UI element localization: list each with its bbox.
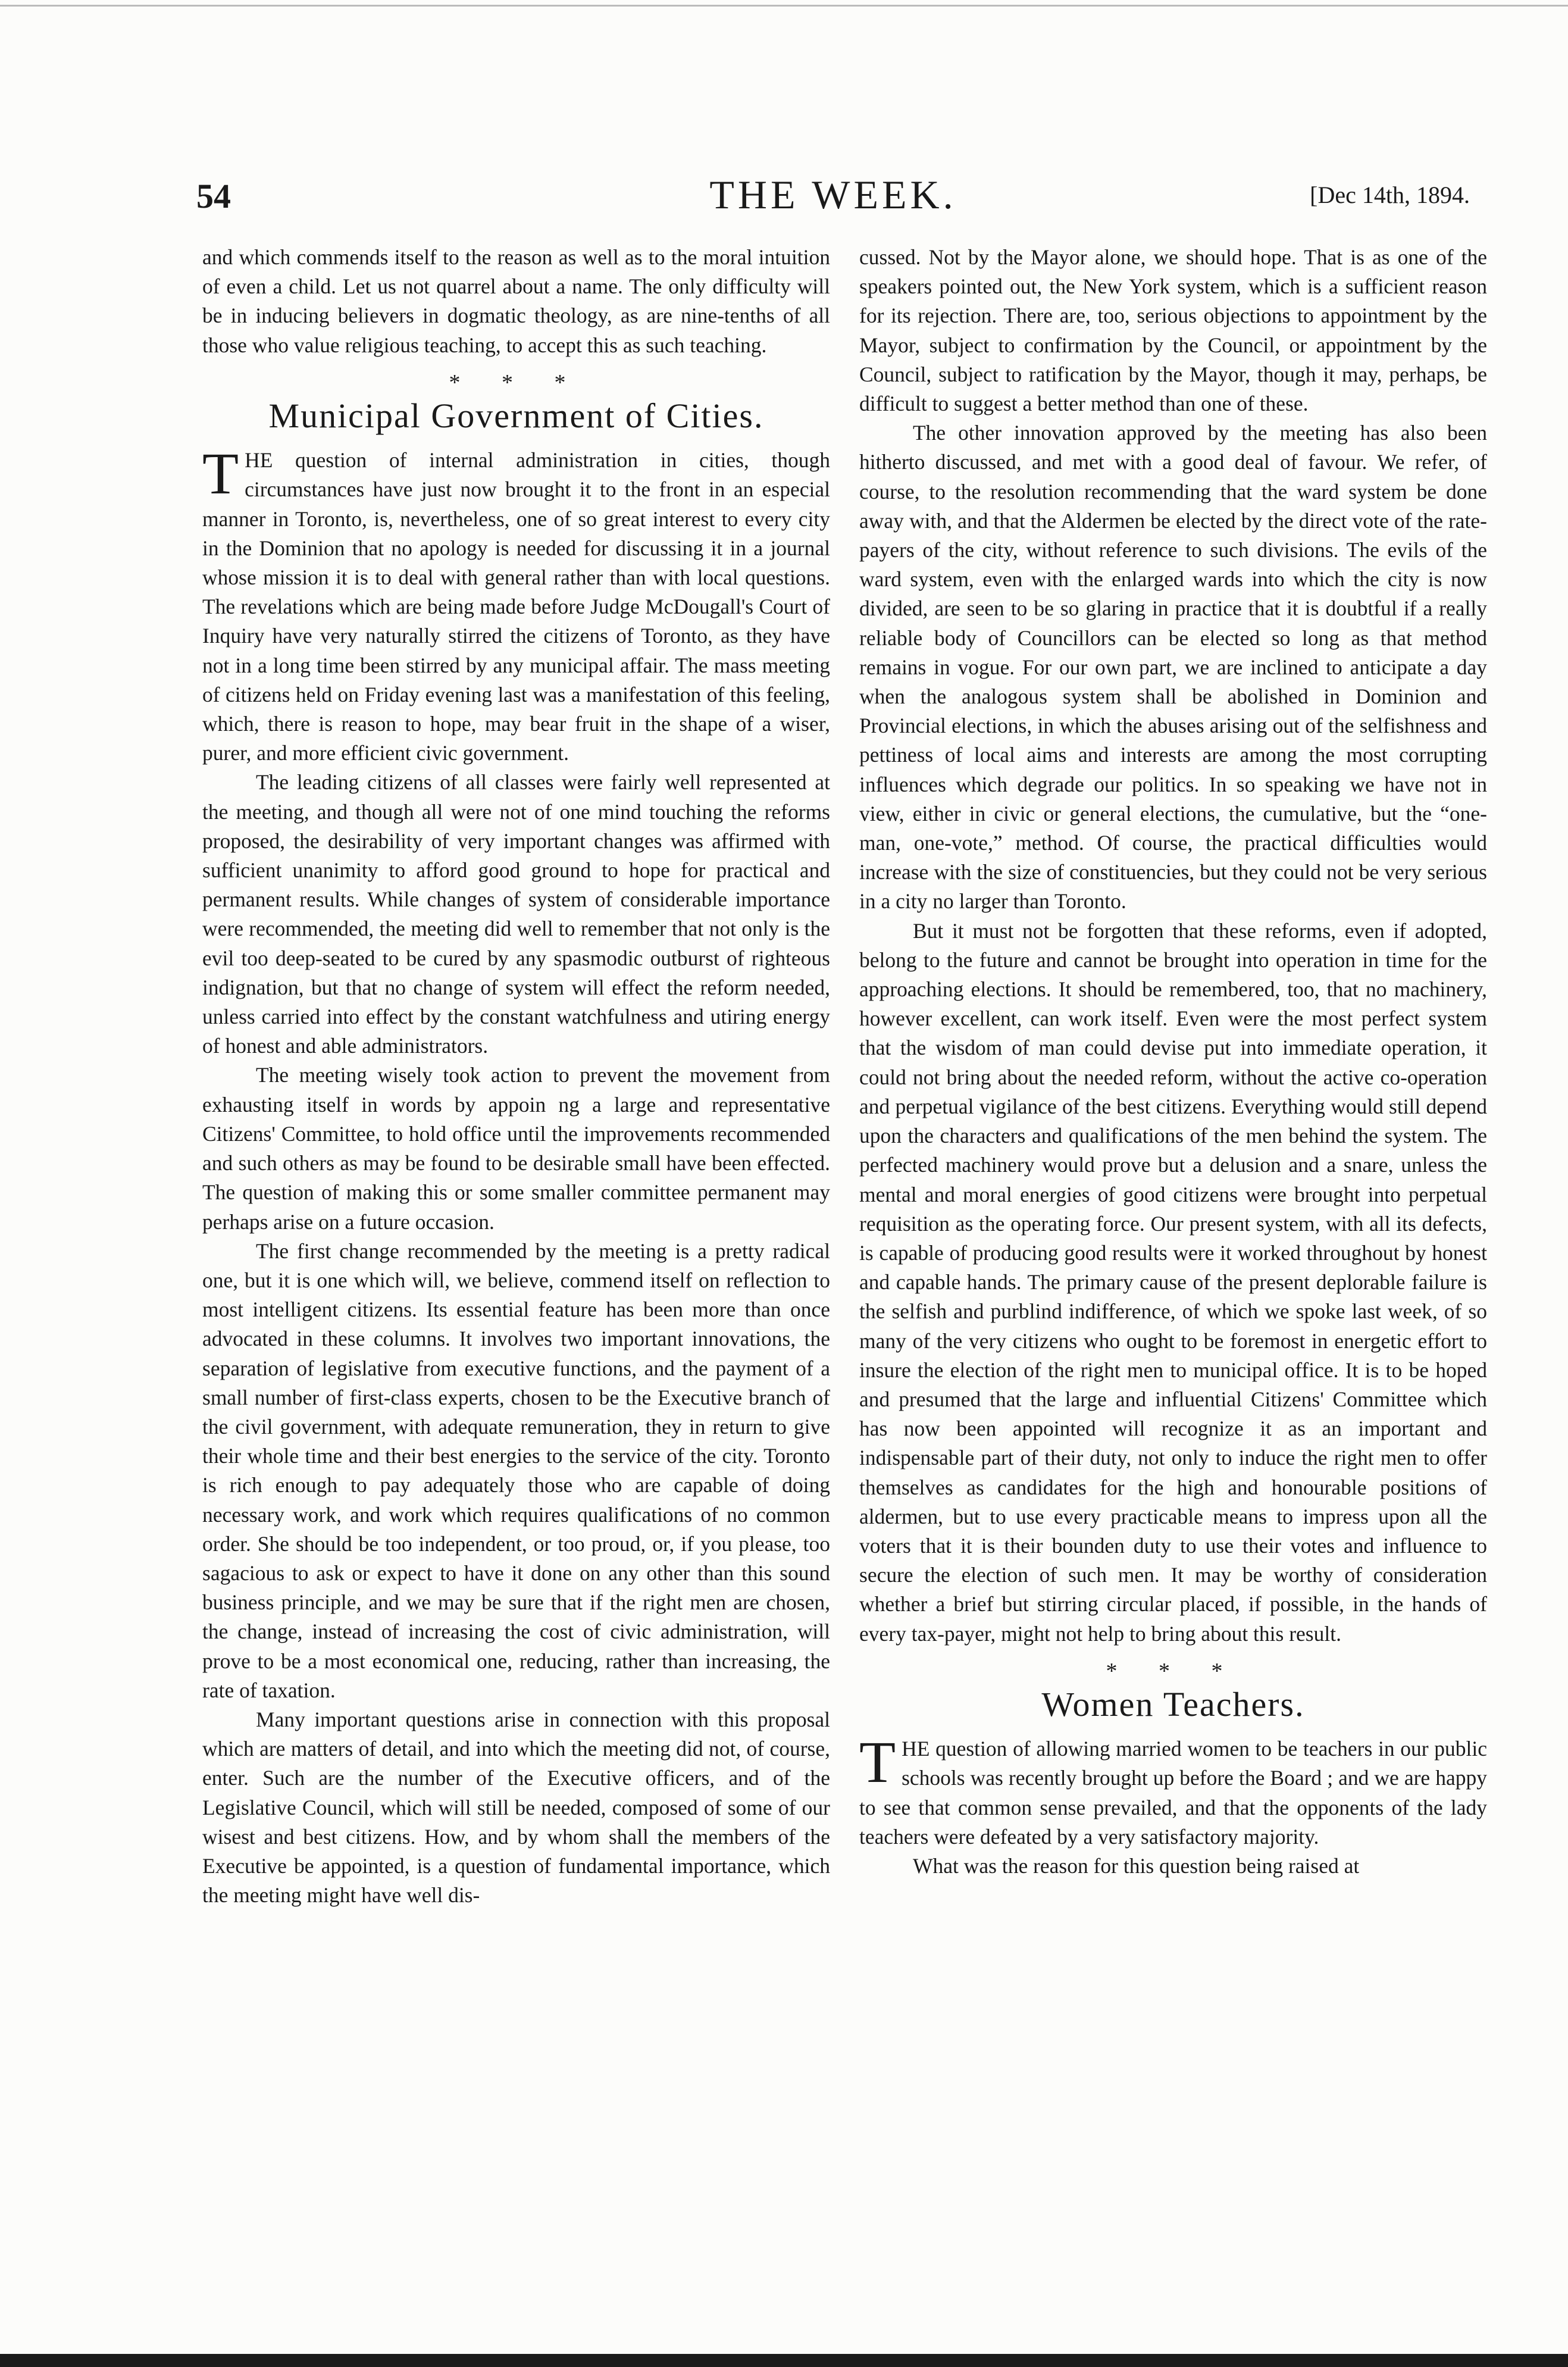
paragraph: The first change recommended by the meeting is a pretty radical one, but it is one which will, we believe, commend itself on reflection to most intelligent citizens. Its essential feature has been more than once advocated in these columns. It involves two important innovations, the separation of legislative from executive functions, and the payment of a small number of first-class experts, chosen to be the Executive branch of the civil government, with adequate remuneration, they in return to give their whole time and their best energies to the service of the city. Toronto is rich enough to pay adequately those who are capable of doing necessary work, and work which requires qualifications of no common order. She should be too independent, or too proud, or, if you please, too sagacious to ask or expect to have it done on any other than this sound business principle, and we may be sure that if the right men are chosen, the change, instead of increasing the cost of civic administration, will prove to be a most economical one, reducing, rather than increasing, the rate of taxation. xyxy=(202,1239,830,1702)
lead-paragraph-text: HE question of allowing married women to be teachers in our public schools was recently brought up before the Board ; and we are happy to see that common sense prevailed, and that the opponents of the lady teachers were defeated by a very satisfactory majority. xyxy=(859,1737,1487,1849)
page-header xyxy=(196,172,1470,224)
paragraph: The leading citizens of all classes were fairly well represented at the meeting, and though all were not of one mind touching the reforms proposed, the desirability of very important changes was affirmed with sufficient unanimity to afford good ground to hope for practical and permanent results. While changes of system of considerable importance were recommended, the meeting did well to remember that not only is the evil too deep-seated to be cured by any spasmodic outburst of righteous indignation, but that no change of system will effect the reform needed, unless carried into effect by the constant watchfulness and utiring energy of honest and able administrators. xyxy=(202,770,830,1058)
lead-paragraph xyxy=(202,440,830,768)
lead-paragraph xyxy=(859,1729,1487,1852)
paragraph: cussed. Not by the Mayor alone, we should hope. That is as one of the speakers pointed out, the New York system, which is a sufficient reason for its rejection. There are, too, serious objections to appointment by the Mayor, subject to confirmation by the Council, or appointment by the Council, subject to ratification by the Mayor, though it may, perhaps, be difficult to suggest a better method than one of these. xyxy=(859,245,1487,416)
top-rule xyxy=(0,5,1568,7)
issue-date: [Dec 14th, 1894. xyxy=(1310,182,1470,208)
paragraph: The meeting wisely took action to prevent the movement from exhausting itself in words by appoin ng a large and representative Citizens' Committee, to hold office until the improvements recommended and such others as may be found to be desirable small have been effected. The question of making this or some smaller committee permanent may perhaps arise on a future occasion. xyxy=(202,1063,830,1234)
article-heading: Municipal Government of Cities. xyxy=(268,396,764,436)
paragraph: But it must not be forgotten that these reforms, even if adopted, belong to the future and cannot be brought into operation in time for the approaching elections. It should be remembered, too, that no machinery, however excellent, can work itself. Even were the most perfect system that the wisdom of man could devise put into immediate operation, it could not bring about the needed reform, without the active co-operation and perpetual vigilance of the best citizens. Everything would still depend upon the characters and qualifications of the men behind the system. The perfected machinery would prove but a delusion and a snare, unless the mental and moral energies of good citizens were brought into perpetual requisition as the operating force. Our present system, with all its defects, is capable of producing good results were it worked throughout by honest and capable hands. The primary cause of the present deplorable failure is the selfish and purblind indifference, of which we spoke last week, of so many of the very citizens who ought to be foremost in energetic effort to insure the election of the right men to municipal office. It is to be hoped and presumed that the large and influential Citizens' Committee which has now been appointed will recognize it as an important and indispensable part of their duty, not only to induce the right men to offer themselves as candidates for the high and honourable positions of aldermen, but to use every practicable means to impress upon all the voters that it is their bounden duty to use their votes and influence to secure the election of such men. It may be worthy of consideration whether a brief but stirring circular placed, if possible, in the hands of every tax-payer, might not help to bring about this result. xyxy=(859,918,1487,1646)
bottom-edge xyxy=(0,2354,1568,2367)
left-column xyxy=(202,243,830,1910)
lead-paragraph-text: HE question of internal administration in cities, though circumstances have just now brought it to the front in an especial manner in Toronto, is, nevertheless, one of so great interest to every city in the Dominion that no apology is needed for discussing it in a journal whose mission it is to deal with general rather than with local questions. The revelations which are being made before Judge McDougall's Court of Inquiry have very naturally stirred the citizens of Toronto, as they have not in a long time been stirred by any municipal affair. The mass meeting of citizens held on Friday evening last was a manifestation of this feeling, which, there is reason to hope, may bear fruit in the shape of a wiser, purer, and more efficient civic government. xyxy=(202,448,830,765)
paragraph: Many important questions arise in connection with this proposal which are matters of detail, and into which the meeting did not, of course, enter. Such are the number of the Executive officers, and of the Legislative Council, which will still be needed, composed of some of our wisest and best citizens. How, and by whom shall the members of the Executive be appointed, is a question of fundamental importance, which the meeting might have well dis- xyxy=(202,1707,830,1908)
section-divider: * * * xyxy=(449,370,584,395)
section-divider: * * * xyxy=(1106,1658,1241,1684)
right-column xyxy=(859,243,1487,1881)
page-number: 54 xyxy=(196,177,231,215)
paragraph: and which commends itself to the reason as well as to the moral intuition of even a child. Let us not quarrel about a name. The only difficulty will be in inducing believers in dogmatic theology, as are nine-tenths of all those who value religious teaching, to accept this as such teaching. xyxy=(202,245,830,357)
paragraph: The other innovation approved by the meeting has also been hitherto discussed, and met with a good deal of favour. We refer, of course, to the resolution recommending that the ward system be done away with, and that the Aldermen be elected by the direct vote of the rate-payers of the city, without reference to such divisions. The evils of the ward system, even with the enlarged wards into which the city is now divided, are seen to be so glaring in practice that it is doubtful if a really reliable body of Councillors can be elected so long as that method remains in vogue. For our own part, we are inclined to anticipate a day when the analogous system shall be abolished in Dominion and Provincial elections, in which the abuses arising out of the selfishness and pettiness of local aims and interests are among the most corrupting influences which degrade our politics. In so speaking we have not in view, either in civic or general elections, the cumulative, but the “one-man, one-vote,” method. Of course, the practical difficulties would increase with the size of constituencies, but they could not be very serious in a city no larger than Toronto. xyxy=(859,421,1487,914)
masthead: THE WEEK. xyxy=(709,172,957,217)
drop-cap: T xyxy=(202,440,239,507)
article-heading: Women Teachers. xyxy=(1041,1684,1305,1724)
drop-cap: T xyxy=(859,1729,896,1796)
paragraph: What was the reason for this question being raised at xyxy=(913,1853,1360,1878)
